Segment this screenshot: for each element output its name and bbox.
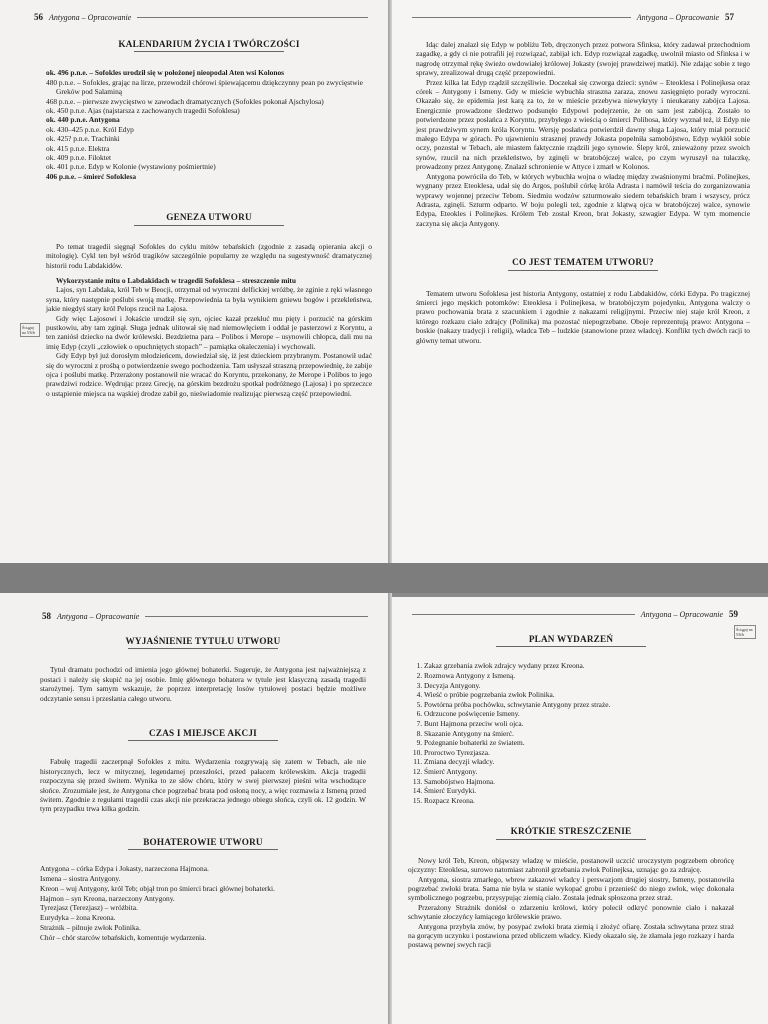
plan-item: 2. Rozmowa Antygony z Ismeną.	[424, 671, 734, 681]
body-paragraph: Przez kilka lat Edyp rządził szczęśliwie. Doczekał się czworga dzieci: synów – Eteoklesa i Polinejkesa oraz córek – Antygony i Ismeny. Gdy w mieście wybuchła straszna zaraza, znowu zasięgnięto porady wyroczni. Okazało się, że epidemia jest karą za to, że w mieście przebywa niewykryty i nieukarany zabójca Lajosa. Energicznie prowadzone śledztwo podsunęło Edypowi podejrzenie, że on sam jest zabójcą. Zostało to potwierdzone przez posłańca z Koryntu, przybyłego z wieścią o śmierci Polibosa, który wyznał też, iż Edyp nie jest prawdziwym synem króla Koryntu. Wersję posłańca potwierdził dawny sługa Lajosa, który miał porzucić małego Edypa w górach. Po ujawnieniu strasznej prawdy Jokasta popełniła samobójstwo, Edyp wykłół sobie oczy, pozostał w Tebach, ale miastem faktycznie rządzili jego synowie. Ślepy król, znieważony przez swoich synów, rzucił na nich przekleństwo, by zginęli w bratobójczej walce, po czym wyruszył na tułaczkę, prowadzony przez Antygonę. Znalazł schronienie w Attyce i zmarł w Kolonos.	[416, 77, 750, 172]
title-paragraph: Tytuł dramatu pochodzi od imienia jego głównej bohaterki. Sugeruje, że Antygona jest najważniejszą z postaci i należy się skupić na jej osobie. Imię głównego bohatera w tytule jest klasyczną zasadą tragedii starożytnej. Tym samym wskazuje, że poprzez interpretację losów tytułowej postaci będzie możliwe odczytanie sensu i przesłania całego utworu.	[40, 665, 366, 703]
plan-item: 7. Bunt Hajmona przeciw woli ojca.	[424, 719, 734, 729]
character-entry: Eurydyka – żona Kreona.	[40, 913, 116, 923]
header-rule	[145, 616, 368, 617]
character-entry: Tyrezjasz (Terezjasz) – wróżbita.	[40, 903, 138, 913]
summary-paragraph: Antygona przybyła znów, by posypać zwłoki brata ziemią i złożyć ofiarę. Została schwytana przez straż na gorącym uczynku i postawiona przed obliczem władcy. Kiedy okazało się, że złamała jego rozkazy i harda postawą pewnej swych racji	[408, 921, 734, 950]
page-number: 57	[725, 12, 734, 22]
calendar-entry: 468 p.n.e. – pierwsze zwycięstwo w zawodach dramatycznych (Sofokles pokonał Ajschylosa)	[46, 96, 324, 106]
character-entry: Kreon – wuj Antygony, król Teb; objął tron po śmierci braci głównej bohaterki.	[40, 883, 275, 893]
character-entry: Hajmon – syn Kreona, narzeczony Antygony.	[40, 893, 175, 903]
plan-item: 10. Proroctwo Tyrezjasza.	[424, 748, 734, 758]
calendar-entry: ok. 496 p.n.e. – Sofokles urodził się w położonej nieopodal Aten wsi Kolonos	[46, 68, 285, 78]
heading-rule	[496, 646, 646, 647]
page-59	[392, 597, 768, 1024]
summary-paragraph: Nowy król Teb, Kreon, objąwszy władzę w mieście, postanowił uczcić uroczystym pogrzebem obrońcę ojczyzny: Eteoklesa, surowo natomiast zabronił grzebania zwłok Polinejksa, uznając go za zdrajcę.	[408, 855, 734, 875]
plan-item: 4. Wieść o próbie pogrzebania zwłok Polinika.	[424, 690, 734, 700]
running-title: Antygona – Opracowanie	[49, 12, 132, 22]
theme-heading: CO JEST TEMATEM UTWORU?	[512, 257, 654, 268]
plan-item: 6. Odrzucone poświęcenie Ismeny.	[424, 709, 734, 719]
running-header	[412, 609, 738, 619]
plan-item: 3. Decyzja Antygony.	[424, 681, 734, 691]
calendar-entry: ok. 409 p.n.e. Filoktet	[46, 153, 112, 163]
plan-item: 15. Rozpacz Kreona.	[424, 796, 734, 806]
time-heading: CZAS I MIEJSCE AKCJI	[149, 728, 257, 739]
header-rule	[137, 17, 368, 18]
characters-heading: BOHATEROWIE UTWORU	[143, 836, 263, 847]
summary-paragraph: Antygona, siostra zmarłego, wbrew zakazowi władcy i perswazjom drugiej siostry, Ismeny, postanowiła pogrzebać zwłoki brata. Sama nie była w stanie wykopać grobu i przenieść do niego zwłok, więc dokonała symbolicznego pogrzebu, przysypując ziemią ciało. Została jednak spłoszona przez straż.	[408, 874, 734, 903]
page-57	[392, 0, 768, 563]
plan-item: 12. Śmierć Antygony.	[424, 767, 734, 777]
heading-rule	[134, 51, 284, 52]
body-paragraph: Antygona powróciła do Teb, w których wybuchła wojna o władzę między zwaśnionymi braćmi. Polinejkes, wygnany przez Eteoklesa, udał się do Argos, poślubił córkę króla Adrasta i namówił teścia do zorganizowania wyprawy wojennej przeciw Tebom. Siedmiu wodzów szturmowało siedem tebańskich bram i wszyscy, prócz Adrasta, zginęli. Szturm odparto. W boju polegli też, zgodnie z klątwą ojca w bratobójczej walce, synowie Edypa, Eteokles i Polinejkes. Królem Teb został Kreon, brat Jokasty, szwagier Edypa. W tym momencie zaczyna się akcja Antygony.	[416, 171, 750, 228]
page-58	[0, 593, 388, 1024]
calendar-entry: ok. 450 p.n.e. Ajas (najstarsza z zachowanych tragedii Sofoklesa)	[46, 106, 240, 116]
plan-item: 9. Pożegnanie bohaterki ze światem.	[424, 738, 734, 748]
calendar-list	[46, 68, 372, 181]
running-header	[34, 12, 368, 22]
page-57-body	[416, 40, 750, 345]
page-56	[0, 0, 388, 563]
calendar-entry: ok. 430–425 p.n.e. Król Edyp	[46, 124, 134, 134]
plan-item: 1. Zakaz grzebania zwłok zdrajcy wydany przez Kreona.	[424, 661, 734, 671]
genesis-paragraph: Gdy Edyp był już dorosłym młodzieńcem, dowiedział się, iż jest dzieckiem przybranym. Postanowił udać się do wyroczni z prośbą o potwierdzenie swego pochodzenia. Tam usłyszał straszną przepowiednię, że zabije ojca i poślubi matkę. Przerażony postanowił nie wracać do Koryntu, przekonany, że Merope i Polibos to jego prawdziwi rodzice. Wędrując przez Grecję, na górskim bezdrożu spotkał podróżnego (Lajosa) i po sprzeczce o ustąpienie miejsca na wąskiej drodze zabił go, nieświadomie realizując pierwszą część przepowiedni.	[46, 351, 372, 398]
character-entry: Strażnik – pilnuje zwłok Polinika.	[40, 923, 141, 933]
heading-rule	[508, 270, 658, 271]
heading-rule	[128, 740, 278, 741]
side-note: Ściągaj na 5/6/b	[20, 323, 40, 337]
running-title: Antygona – Opracowanie	[57, 611, 140, 621]
calendar-entry: 406 p.n.e. – śmierć Sofoklesa	[46, 171, 137, 181]
title-heading: WYJAŚNIENIE TYTUŁU UTWORU	[125, 636, 281, 646]
summary-heading: KRÓTKIE STRESZCZENIE	[510, 826, 632, 837]
calendar-entry: 480 p.n.e. – Sofokles, grając na lirze, przewodził chórowi śpiewającemu dziękczynny pean po zwycięstwie Greków pod Salaminą	[46, 77, 363, 97]
genesis-paragraph: Lajos, syn Labdaka, król Teb w Beocji, otrzymał od wyroczni delfickiej wróżbę, że zginie z ręki własnego syna, który następnie poślubi swoją matkę. Przepowiednia ta była wynikiem gniewu bogów i przekleństwa, jakie niegdyś stary król Pelops rzucił na Lajosa.	[46, 285, 372, 314]
heading-rule	[128, 849, 278, 850]
plan-item: 14. Śmierć Eurydyki.	[424, 786, 734, 796]
running-title: Antygona – Opracowanie	[636, 12, 719, 22]
genesis-paragraph: Po temat tragedii sięgnął Sofokles do cyklu mitów tebańskich (zgodnie z zasadą opierania akcji o mitologię). Cykl ten był wśród tragików szczególnie popularny ze względu na sugestywność dramatycznej historii rodu Labdakidów.	[46, 241, 372, 270]
running-header	[412, 12, 734, 22]
heading-rule	[128, 648, 278, 649]
side-note: Ściągaj na 5/6/b	[734, 625, 756, 639]
calendar-entry: ok. 401 p.n.e. Edyp w Kolonie (wystawiony pośmiertnie)	[46, 162, 216, 172]
heading-rule	[496, 839, 646, 840]
body-paragraph: Idąc dalej znalazł się Edyp w pobliżu Teb, dręczonych przez potwora Sfinksa, który zadawał przechodniom zagadkę, a gdy ci nie potrafili jej rozwiązać, zabijał ich. Edyp rozwiązał zagadkę, uwolnił miasto od Sfinksa i w nagrodę otrzymał rękę świeżo owdowiałej królowej Jokasty (swojej prawdziwej matki). Nie zdając sobie z tego sprawy, zrealizował drugą część przepowiedni.	[416, 40, 750, 78]
plan-list	[408, 661, 734, 805]
calendar-entry: ok. 425? p.n.e. Trachinki	[46, 134, 120, 144]
characters-list	[40, 864, 366, 942]
genesis-heading: GENEZA UTWORU	[166, 212, 252, 223]
header-rule	[412, 17, 631, 18]
genesis-paragraph: Gdy więc Lajosowi i Jokaście urodził się syn, ojciec kazał przekłuć mu pięty i porzucić na górskim pustkowiu, aby tam zginął. Sługa jednak ulitował się nad niemowlęciem i oddał je pasterzowi z Koryntu, a ten zaniósł dziecko na dwór królewski. Bezdzietna para – Polibos i Merope – usynowili chłopca, dali mu na imię Edyp (czyli „człowiek o opuchniętych stopach” – pamiątka okaleczenia) i wychowali.	[46, 313, 372, 351]
calendar-heading: KALENDARIUM ŻYCIA I TWÓRCZOŚCI	[118, 39, 300, 49]
scan-gap	[0, 563, 768, 593]
plan-item: 8. Skazanie Antygony na śmierć.	[424, 729, 734, 739]
plan-heading: PLAN WYDARZEŃ	[528, 634, 614, 644]
page-number: 56	[34, 12, 43, 22]
calendar-entry: ok. 415 p.n.e. Elektra	[46, 143, 110, 153]
plan-item: 11. Zmiana decyzji władcy.	[424, 757, 734, 767]
plan-item: 5. Powtórna próba pochówku, schwytanie Antygony przez straże.	[424, 700, 734, 710]
genesis-subheading: Wykorzystanie mitu o Labdakidach w tragedii Sofoklesa – streszczenie mitu	[56, 275, 296, 285]
page-59-body	[408, 635, 734, 950]
summary-paragraph: Przerażony Strażnik doniósł o zdarzeniu królowi, który polecił odkryć ponownie ciało i nakazał schwytanie złoczyńcy łamiącego królewskie prawo.	[408, 902, 734, 922]
running-title: Antygona – Opracowanie	[640, 609, 723, 619]
theme-paragraph: Tematem utworu Sofoklesa jest historia Antygony, ostatniej z rodu Labdakidów, córki Edypa. Po tragicznej śmierci jego męskich potomków: Eteoklesa i Polinejkesa, w bratobójczym pojedynku, Antygona walczy o prawo pochowania brata z szacunkiem i zgodnie z nakazami religijnymi. Przeciw niej staje król Kreon, z którego rozkazu ciało zdrajcy (Polinika) ma pozostać niepogrzebane. Oboje reprezentują prawo: Antygona – boskie (nakazy tradycji i religii), władca Teb – ludzkie (stanowione przez władcę). Konflikt tych dwóch racji to główny temat utworu.	[416, 288, 750, 345]
page-number: 59	[729, 609, 738, 619]
running-header	[42, 611, 368, 621]
calendar-entry: ok. 440 p.n.e. Antygona	[46, 115, 120, 125]
header-rule	[412, 614, 635, 615]
time-paragraph: Fabułę tragedii zaczerpnął Sofokles z mitu. Wydarzenia rozgrywają się zatem w Tebach, ale nie historycznych, lecz w mitycznej, legendarnej przeszłości, przed pałacem królewskim. Akcja tragedii rozpoczyna się przed świtem. Wynika to ze słów chóru, który w swej pierwszej pieśni wita wschodzące słońce. Zrozumiałe jest, że Antygona chce pogrzebać brata pod osłoną nocy, a więc rozmawia z Ismeną przed świtem. Zgodnie z regułami tragedii czas akcji nie przekracza jednego obiegu słońca, czyli ok. 12 godzin. W tym przypadku trwa kilka godzin.	[40, 757, 366, 814]
page-number: 58	[42, 611, 51, 621]
character-entry: Chór – chór starców tebańskich, komentuje wydarzenia.	[40, 932, 207, 942]
character-entry: Antygona – córka Edypa i Jokasty, narzeczona Hajmona.	[40, 864, 209, 874]
page-58-body	[40, 637, 366, 943]
plan-item: 13. Samobójstwo Hajmona.	[424, 777, 734, 787]
heading-rule	[134, 225, 284, 226]
page-56-body	[46, 40, 372, 398]
character-entry: Ismena – siostra Antygony.	[40, 874, 121, 884]
